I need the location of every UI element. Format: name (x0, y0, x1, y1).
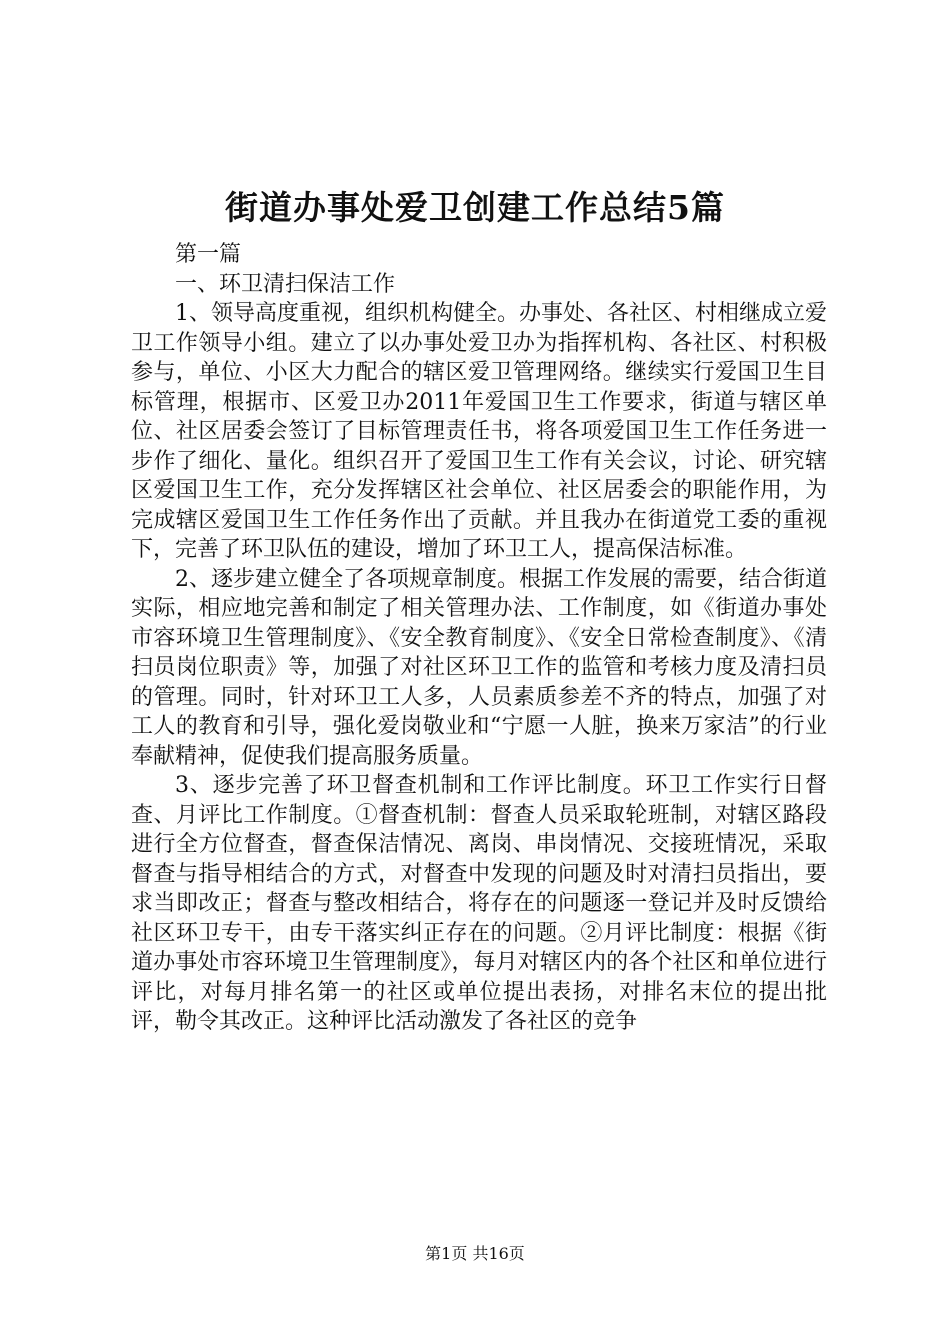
document-title: 街道办事处爱卫创建工作总结5篇 (225, 188, 725, 227)
paragraph: 1、领导高度重视，组织机构健全。办事处、各社区、村相继成立爱卫工作领导小组。建立了以办事处爱卫办为指挥机构、各社区、村积极参与，单位、小区大力配合的辖区爱卫管理网络。继续实行爱国卫生目标管理，根据市、区爱卫办2011年爱国卫生工作要求，街道与辖区单位、社区居委会签订了目标管理责任书，将各项爱国卫生工作任务进一步作了细化、量化。组织召开了爱国卫生工作有关会议，讨论、研究辖区爱国卫生工作，充分发挥辖区社会单位、社区居委会的职能作用，为完成辖区爱国卫生工作任务作出了贡献。并且我办在街道党工委的重视下，完善了环卫队伍的建设，增加了环卫工人，提高保洁标准。 (131, 301, 827, 562)
section-heading: 第一篇 (175, 242, 242, 267)
document-body (131, 240, 827, 1037)
page-number-footer: 第1页 共16页 (425, 1244, 525, 1263)
paragraph: 2、逐步建立健全了各项规章制度。根据工作发展的需要，结合街道实际，相应地完善和制定了相关管理办法、工作制度，如《街道办事处市容环境卫生管理制度》、《安全教育制度》、《安全日常检查制度》、《清扫员岗位职责》等，加强了对社区环卫工作的监管和考核力度及清扫员的管理。同时，针对环卫工人多，人员素质参差不齐的特点，加强了对工人的教育和引导，强化爱岗敬业和“宁愿一人脏，换来万家洁”的行业奉献精神，促使我们提高服务质量。 (131, 566, 827, 769)
subsection-heading: 一、环卫清扫保洁工作 (175, 271, 396, 297)
paragraph: 3、逐步完善了环卫督查机制和工作评比制度。环卫工作实行日督查、月评比工作制度。①督查机制：督查人员采取轮班制，对辖区路段进行全方位督查，督查保洁情况、离岗、串岗情况、交接班情况，采取督查与指导相结合的方式，对督查中发现的问题及时对清扫员指出，要求当即改正；督查与整改相结合，将存在的问题逐一登记并及时反馈给社区环卫专干，由专干落实纠正存在的问题。②月评比制度：根据《街道办事处市容环境卫生管理制度》，每月对辖区内的各个社区和单位进行评比，对每月排名第一的社区或单位提出表扬，对排名末位的提出批评，勒令其改正。这种评比活动激发了各社区的竞争 (131, 773, 827, 1034)
